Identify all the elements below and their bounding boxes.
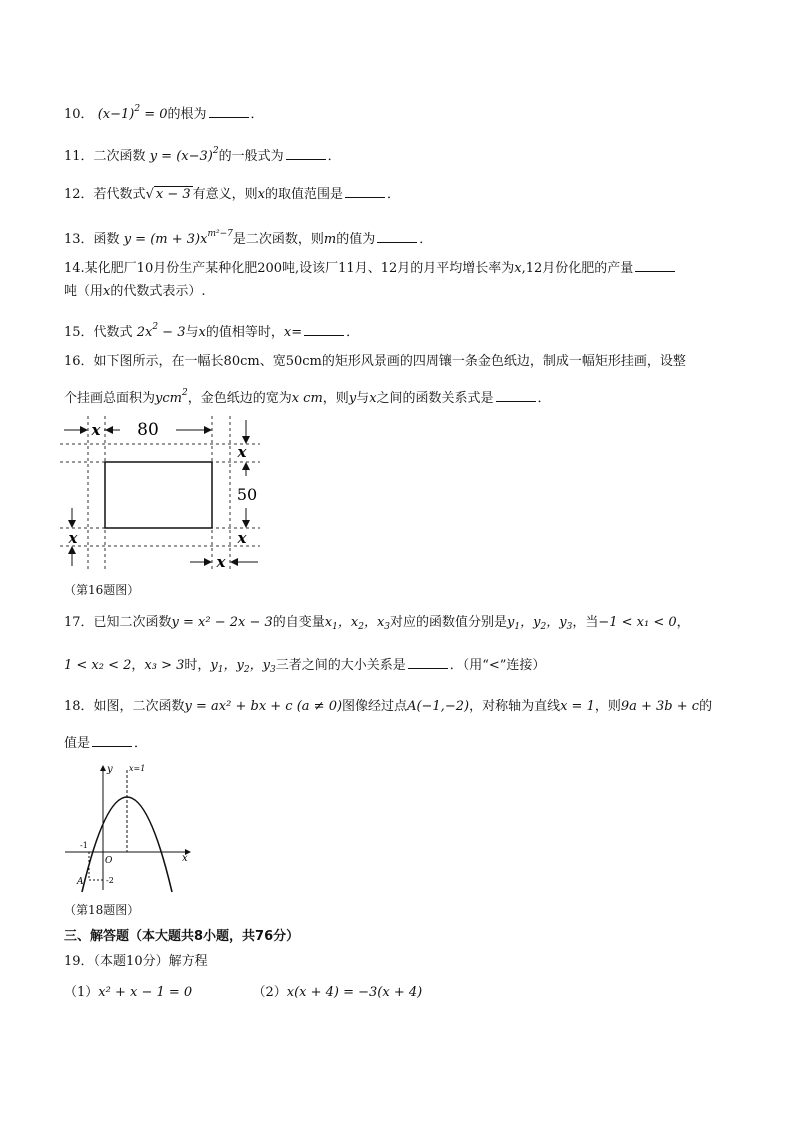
section-heading: 三、解答题（本大题共8小题，共76分） <box>64 929 300 944</box>
question-14: 14.某化肥厂10月份生产某种化肥200吨,设该厂11月、12月的月平均增长率为x,12月份化肥的产量 <box>64 259 677 278</box>
origin-label: O <box>105 856 113 866</box>
question-16-line2: 个挂画总面积为ycm$^2$，金色纸边的宽为x cm，则y与x之间的函数关系式是 ． <box>64 388 551 406</box>
answer-blank[interactable] <box>286 147 326 160</box>
figure-16-caption: （第16题图） <box>64 583 140 597</box>
answer-blank[interactable] <box>635 259 675 272</box>
y-axis-label: y <box>107 764 113 775</box>
question-number: 11． <box>64 149 94 164</box>
question-10: 10． $(x-1)^2 = 0$的根为 ． <box>64 104 264 122</box>
radical-expression: √ x − 3 <box>145 187 191 202</box>
equation: $y = (m + 3)x^{m^2-7}$ <box>123 229 233 247</box>
question-number: 10． <box>64 107 94 122</box>
question-text: 的根为 <box>167 107 207 122</box>
figure-18 <box>60 760 195 895</box>
question-13: 13．函数 $y = (m + 3)x^{m^2-7}$是二次函数，则m的值为 ． <box>64 229 433 247</box>
answer-blank[interactable] <box>408 656 448 669</box>
point-a-label: A <box>77 877 84 887</box>
question-18-line2: 值是 ． <box>64 736 148 751</box>
equation-2: x(x + 4) = −3(x + 4) <box>286 985 423 1000</box>
answer-blank[interactable] <box>345 185 385 198</box>
question-17: 17．已知二次函数y = x² − 2x − 3的自变量$x_1$，$x_2$，$x_3$对应的函数值分别是$y_1$，$y_2$，$y_3$，当−1 < x₁ < 0， <box>64 615 690 632</box>
question-19-parts: （1）x² + x − 1 = 0 （2）x(x + 4) = −3(x + 4) <box>64 985 423 1000</box>
guide-lines <box>60 416 260 571</box>
equation: $2x^2 - 3$ <box>136 322 186 340</box>
symmetry-axis-label: x=1 <box>129 764 146 773</box>
question-12: 12．若代数式√ x − 3 有意义，则x的取值范围是 ． <box>64 187 401 202</box>
label-x-bottom: x <box>216 553 226 571</box>
answer-blank[interactable] <box>92 734 132 747</box>
x-axis-label: x <box>182 853 188 864</box>
answer-blank[interactable] <box>304 323 344 336</box>
equation: $(x-1)^2 = 0$ <box>97 104 168 122</box>
label-minus-1: -1 <box>80 841 88 850</box>
question-number: 13． <box>64 232 94 247</box>
question-19: 19．（本题10分）解方程 <box>64 954 208 969</box>
answer-blank[interactable] <box>496 389 536 402</box>
figure-18-caption: （第18题图） <box>64 903 140 917</box>
question-18: 18．如图，二次函数y = ax² + bx + c (a ≠ 0)图像经过点A(−1,−2)，对称轴为直线x = 1，则9a + 3b + c的 <box>64 699 713 714</box>
label-x-right-bottom: x <box>237 529 247 547</box>
equation: $y = (x-3)^2$ <box>149 146 219 164</box>
question-number: 15． <box>64 325 94 340</box>
question-15: 15．代数式 $2x^2 - 3$与x的值相等时，x= ． <box>64 322 360 340</box>
answer-blank[interactable] <box>377 230 417 243</box>
equation-1: x² + x − 1 = 0 <box>98 985 193 1000</box>
question-14-line2: 吨（用x的代数式表示）. <box>64 284 206 299</box>
question-number: 12． <box>64 187 94 202</box>
label-minus-2: -2 <box>106 876 114 885</box>
question-11: 11．二次函数 $y = (x-3)^2$的一般式为 ． <box>64 146 341 164</box>
painting-rect <box>105 462 212 528</box>
label-x-top: x <box>91 421 101 439</box>
label-50: 50 <box>236 485 258 504</box>
question-16: 16．如下图所示，在一幅长80cm、宽50cm的矩形风景画的四周镶一条金色纸边，制成一幅矩形挂画，设整 <box>64 354 686 369</box>
label-x-left: x <box>68 529 78 547</box>
figure-16 <box>60 416 270 576</box>
question-17-line2: 1 < x₂ < 2，x₃ > 3时，$y_1$，$y_2$，$y_3$三者之间的大小关系是 ．（用“<”连接） <box>64 658 546 675</box>
label-x-right-top: x <box>237 443 247 461</box>
label-80: 80 <box>137 420 159 440</box>
answer-blank[interactable] <box>209 105 249 118</box>
